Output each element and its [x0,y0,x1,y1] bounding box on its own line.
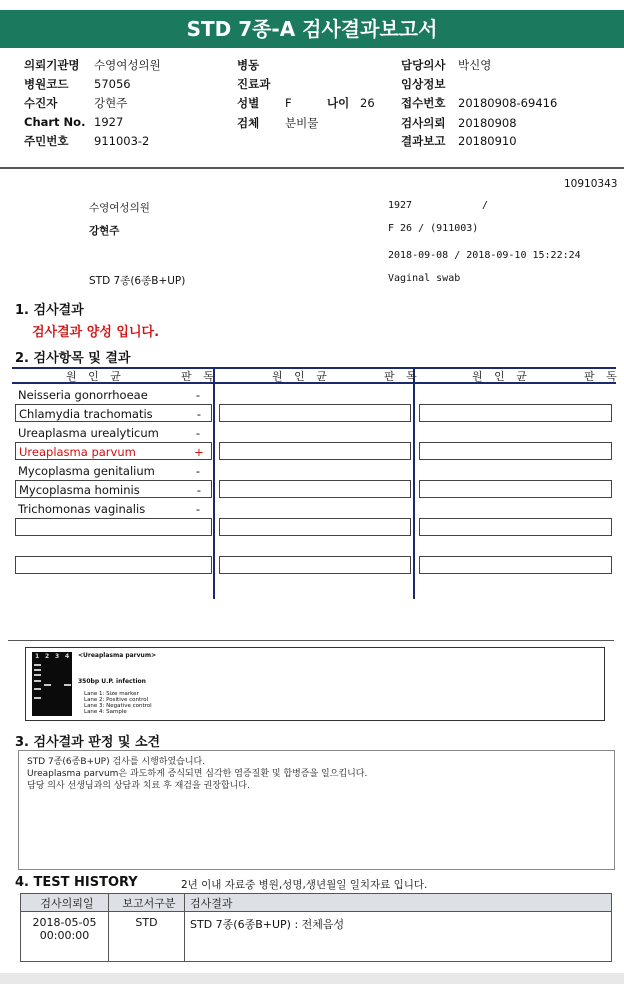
info-chart: 1927 [388,200,413,211]
history-note: 2년 이내 자료중 병원,성명,생년월일 일치자료 입니다. [181,879,428,891]
empty-result-row [419,480,612,498]
section1-title: 1. 검사결과 [15,303,84,318]
header-hospital-code: 병원코드 57056 [24,77,131,91]
comment-line: Ureaplasma parvum은 과도하게 증식되면 심각한 염증질환 및 합병증을 일으킵니다. [27,769,368,779]
col-result-2: 판 독 [384,370,421,383]
header-clinical-info: 임상정보 [401,77,446,91]
history-type: STD [109,912,185,962]
header-divider [0,167,624,169]
info-patient: 강현주 [89,225,120,237]
col-organism-3: 원 인 균 [472,370,531,383]
result-row-positive: Ureaplasma parvum + [15,442,212,460]
result-row: Mycoplasma genitalium - [18,464,201,478]
report-number: 10910343 [564,178,618,190]
header-referral-org: 의뢰기관명 수영여성의원 [24,58,161,72]
empty-result-row [219,442,411,460]
history-header-type: 보고서구분 [109,894,185,912]
gel-divider [8,640,614,641]
header-ward: 병동 [237,58,260,72]
history-date: 2018-05-05 [32,916,97,929]
empty-result-row [419,556,612,574]
section3-title: 3. 검사결과 판정 및 소견 [15,735,161,750]
result-row: Chlamydia trachomatis - [15,404,212,422]
comment-line: STD 7종(6종B+UP) 검사를 시행하였습니다. [27,757,206,767]
section2-title: 2. 검사항목 및 결과 [15,351,131,366]
grid-divider-2 [413,367,415,599]
col-organism-2: 원 인 균 [272,370,331,383]
header-department: 진료과 [237,77,271,91]
empty-result-row [419,404,612,422]
result-row: Neisseria gonorrhoeae - [18,388,201,402]
header-physician: 담당의사 박신영 [401,58,492,72]
history-time: 00:00:00 [39,929,90,942]
info-specimen: Vaginal swab [388,273,461,284]
info-hospital: 수영여성의원 [89,202,150,214]
header-report-date: 결과보고 20180910 [401,134,517,148]
empty-result-row [219,556,411,574]
info-slash: / [482,200,489,211]
col-result-3: 판 독 [584,370,621,383]
header-patient-name: 수진자 강현주 [24,96,128,110]
grid-divider-1 [213,367,215,599]
col-organism-1: 원 인 균 [66,370,125,383]
empty-result-row [219,518,411,536]
empty-result-row [219,404,411,422]
empty-result-row [15,556,212,574]
header-request-date: 검사의뢰 20180908 [401,116,517,130]
result-row: Ureaplasma urealyticum - [18,426,201,440]
result-row: Trichomonas vaginalis - [18,502,201,516]
info-dates: 2018-09-08 / 2018-09-10 15:22:24 [388,250,581,261]
history-header-date: 검사의뢰일 [21,894,109,912]
header-chart-no: Chart No. 1927 [24,115,124,129]
empty-result-row [15,518,212,536]
positive-result: 검사결과 양성 입니다. [32,325,160,340]
gel-electrophoresis-image: 1 2 3 4 [32,652,72,716]
empty-result-row [219,480,411,498]
history-result: STD 7종(6종B+UP) : 전체음성 [185,912,612,962]
header-age: 나이 26 [327,96,375,110]
history-table [20,893,612,962]
header-receipt-no: 접수번호 20180908-69416 [401,96,558,110]
table-row [21,912,612,962]
info-sex-age: F 26 / (911003) [388,223,479,234]
report-title: STD 7종-A 검사결과보고서 [0,10,624,48]
empty-result-row [419,442,612,460]
empty-result-row [419,518,612,536]
col-result-1: 판 독 [181,370,218,383]
history-header-result: 검사결과 [185,894,612,912]
info-test-name: STD 7종(6종B+UP) [89,275,186,287]
header-sex: 성별 F [237,96,292,110]
page-footer-bar [0,973,624,984]
header-specimen: 검체 분비물 [237,116,319,130]
section4-title: 4. TEST HISTORY [15,875,138,890]
gel-image-box: 1 2 3 4 <Ureaplasma parvum> 350bp U.P. infection Lane 1: Size marker Lane 2: Positive control Lane 3: Negative control Lane 4: Sample [25,647,605,721]
result-row: Mycoplasma hominis - [15,480,212,498]
comment-line: 담당 의사 선생님과의 상담과 치료 후 재검을 권장합니다. [27,781,250,791]
comment-box [18,750,615,870]
header-resident-no: 주민번호 911003-2 [24,134,150,148]
